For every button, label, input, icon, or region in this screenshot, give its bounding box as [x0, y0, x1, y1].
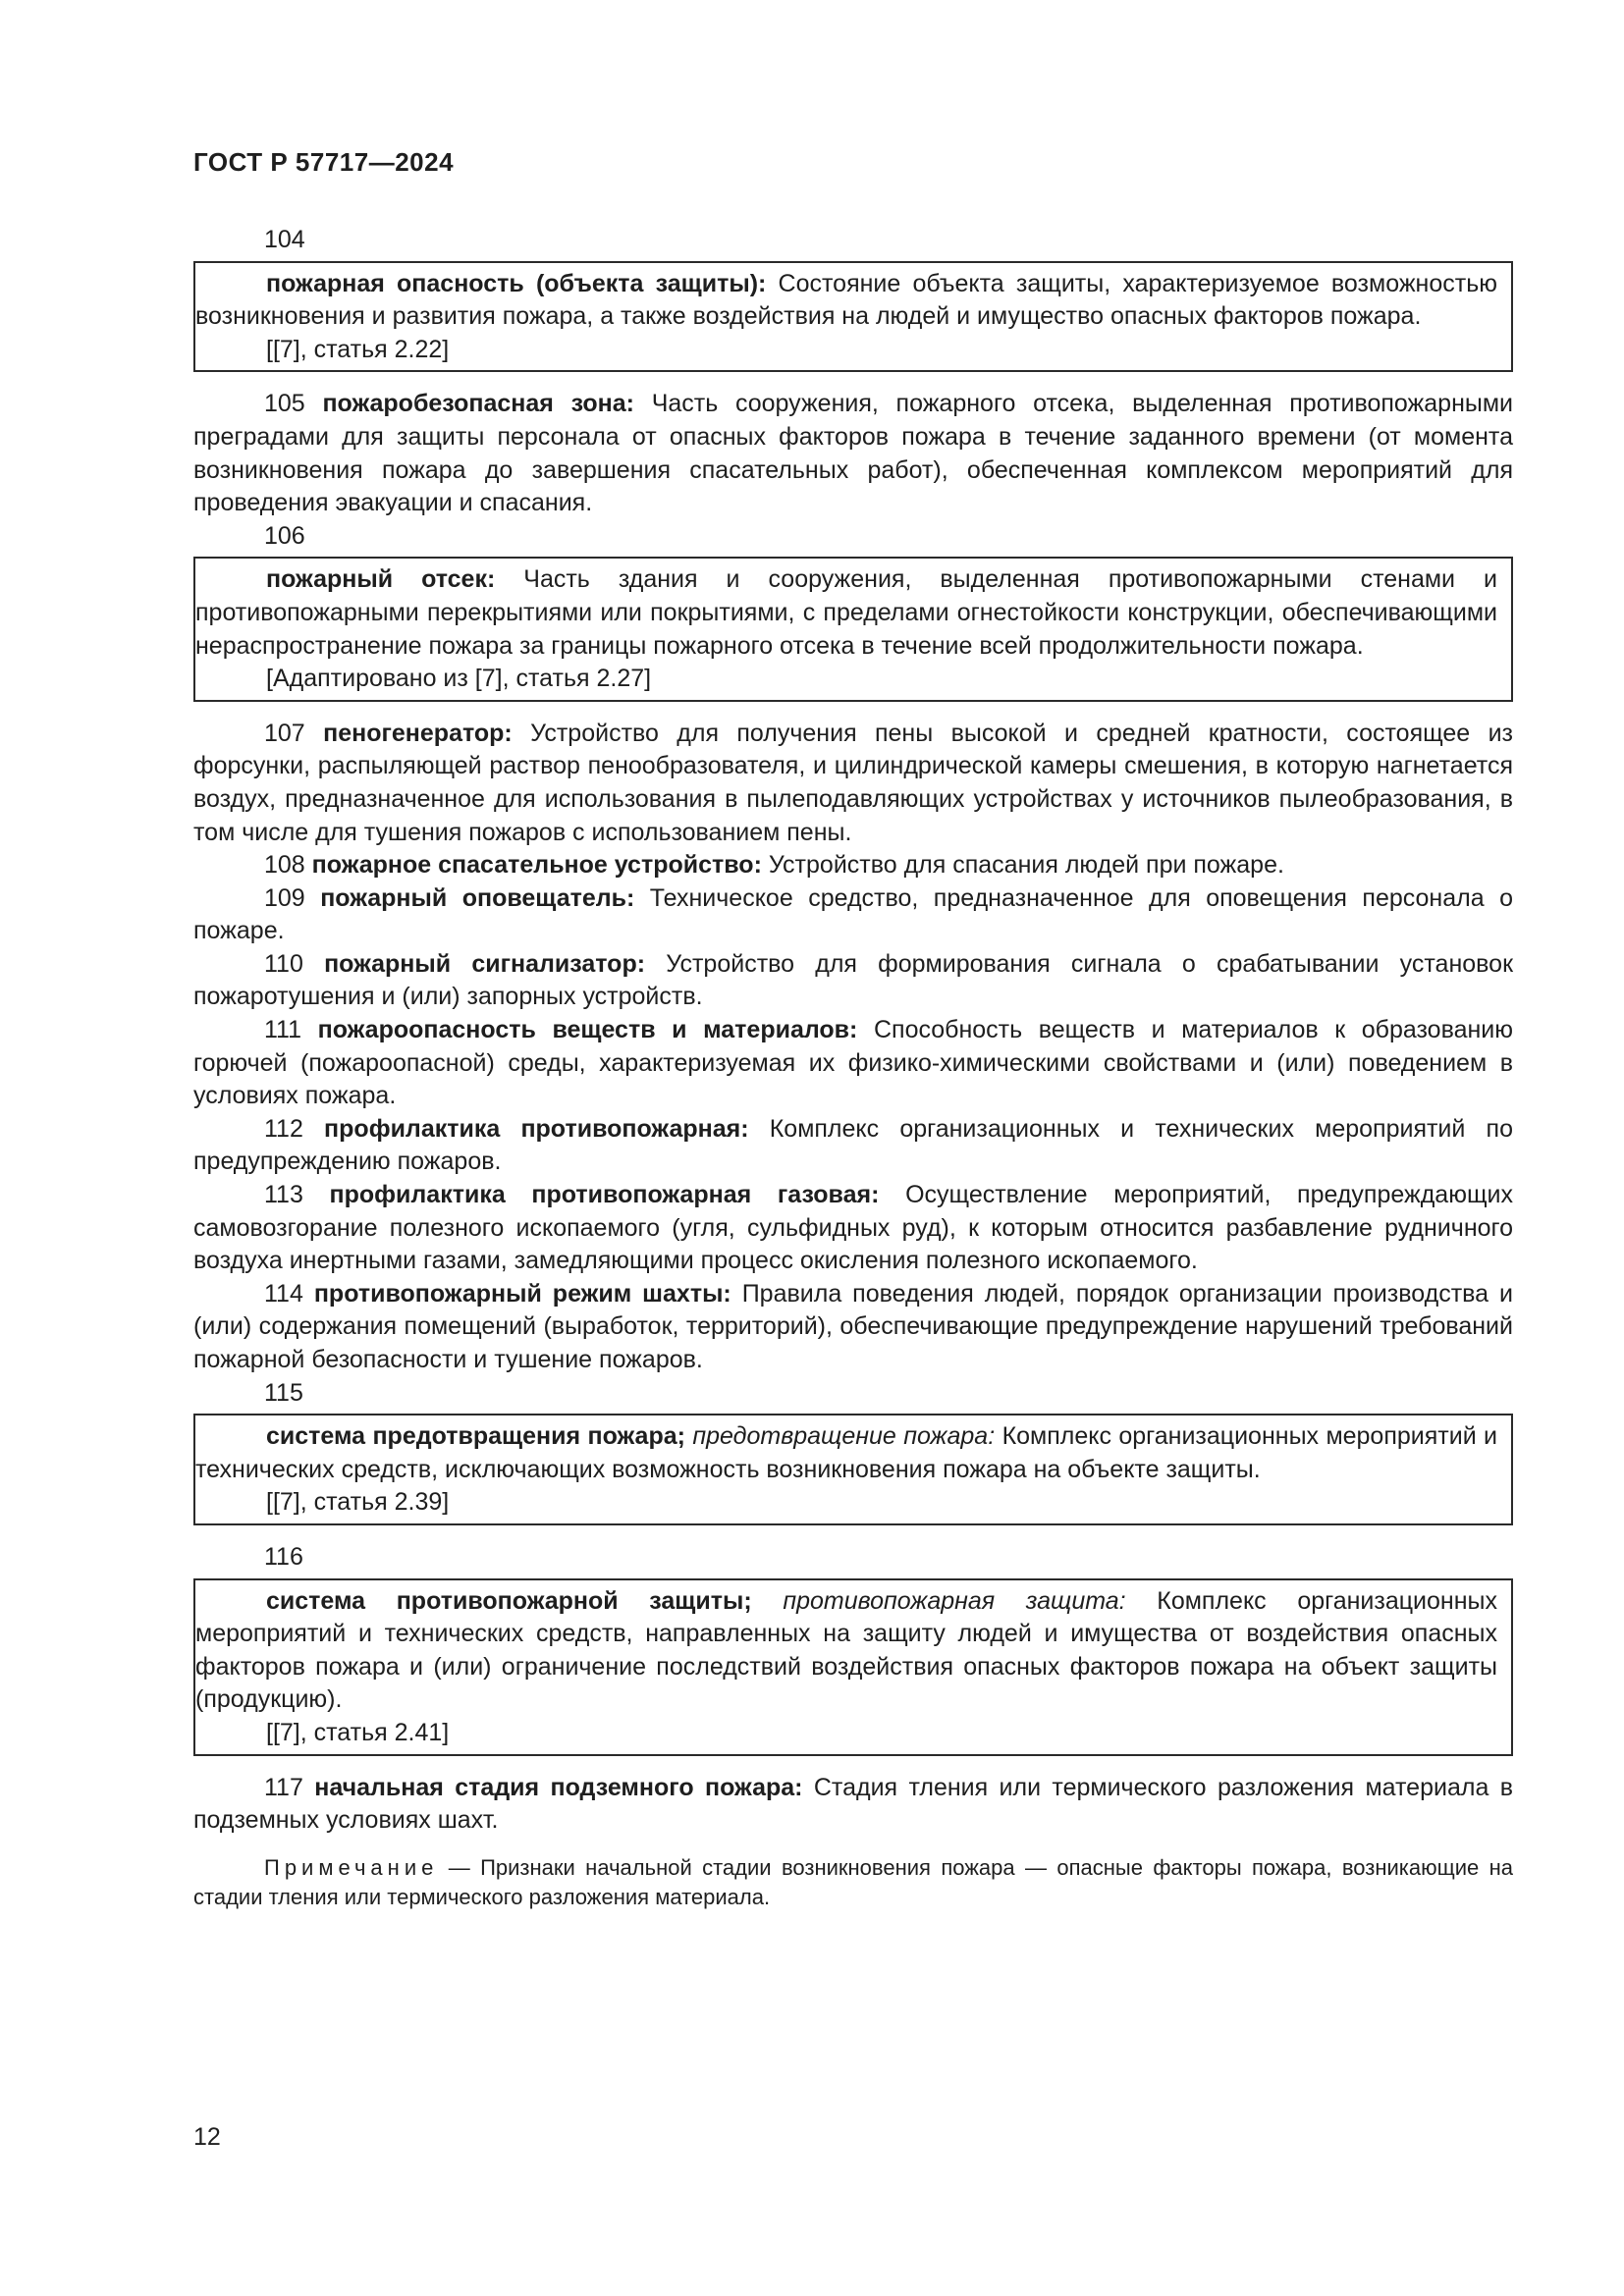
entry-115-definition: Комплекс организационных мероприятий и технических средств, исключающих возможность возникновения пожара на объекте защиты. — [195, 1422, 1498, 1483]
note-text: — Признаки начальной стадии возникновения пожара — опасные факторы пожара, возникающие на стадии тления или термического разложения материала. — [193, 1854, 1513, 1909]
entry-109 — [193, 882, 1513, 948]
entry-116-number: 116 — [264, 1542, 303, 1571]
entry-106-term: пожарный отсек: — [266, 565, 496, 594]
entry-108-number: 108 — [264, 851, 305, 880]
entry-115-text — [195, 1420, 1497, 1486]
entry-110-number: 110 — [264, 949, 303, 978]
entry-107-number: 107 — [264, 719, 305, 747]
entry-108-term: пожарное спасательное устройство: — [311, 851, 762, 880]
entry-111-term: пожароопасность веществ и материалов: — [317, 1016, 858, 1044]
entry-106-box — [193, 557, 1513, 701]
page-number: 12 — [193, 2123, 221, 2151]
entry-106-definition: Часть здания и сооружения, выделенная противопожарными стенами и противопожарными перекрытиями или покрытиями, с пределами огнестойкости конструкции, обеспечивающими нераспространение пожара за границы пожарного отсека в течение всей продолжительности пожара. — [195, 565, 1497, 660]
entry-110-definition: Устройство для формирования сигнала о срабатывании установок пожаротушения и (или) запорных устройств. — [193, 949, 1514, 1011]
entry-105-definition: Часть сооружения, пожарного отсека, выделенная противопожарными преградами для защиты персонала от опасных факторов пожара в течение заданного времени (от момента возникновения пожара до завершения спасательных работ), обеспеченная комплексом мероприятий для проведения эвакуации и спасания. — [193, 390, 1514, 517]
entry-114-term: противопожарный режим шахты: — [313, 1279, 731, 1308]
entry-113 — [193, 1179, 1513, 1278]
entry-104-definition: Состояние объекта защиты, характеризуемое возможностью возникновения и развития пожара, а также воздействия на людей и имущество опасных факторов пожара. — [195, 269, 1497, 331]
entry-110 — [193, 948, 1513, 1014]
document-header: ГОСТ Р 57717—2024 — [193, 147, 455, 177]
entry-115-number: 115 — [264, 1378, 303, 1407]
entry-109-definition: Техническое средство, предназначенное для оповещения персонала о пожаре. — [193, 883, 1513, 945]
note-label: Примечание — [264, 1854, 439, 1880]
entry-110-term: пожарный сигнализатор: — [324, 949, 646, 978]
entry-116-term: система противопожарной защиты; — [266, 1586, 752, 1615]
entry-115-box — [193, 1414, 1513, 1525]
entry-105-term: пожаробезопасная зона: — [322, 390, 634, 418]
entry-105-number: 105 — [264, 390, 305, 418]
entry-112-definition: Комплекс организационных и технических мероприятий по предупреждению пожаров. — [193, 1114, 1513, 1176]
entry-113-term: профилактика противопожарная газовая: — [329, 1181, 880, 1209]
entry-112-number: 112 — [264, 1114, 303, 1143]
entry-111-definition: Способность веществ и материалов к образованию горючей (пожароопасной) среды, характеризуемая их физико-химическими свойствами и (или) поведением в условиях пожара. — [193, 1016, 1513, 1110]
document-body — [193, 224, 1513, 1912]
entry-104-number: 104 — [264, 226, 305, 253]
entry-108-definition: Устройство для спасания людей при пожаре. — [761, 851, 1284, 880]
entry-111 — [193, 1014, 1513, 1113]
entry-115-alt-term: предотвращение пожара: — [684, 1422, 996, 1451]
entry-112 — [193, 1113, 1513, 1179]
entry-104-source: [[7], статья 2.22] — [266, 335, 450, 363]
entry-113-definition: Осуществление мероприятий, предупреждающих самовозгорание полезного ископаемого (угля, сульфидных руд), к которым относится разбавление рудничного воздуха инертными газами, замедляющими процесс окисления полезного ископаемого. — [193, 1181, 1513, 1275]
entry-116-definition: Комплекс организационных мероприятий и технических средств, направленных на защиту людей и имущества от воздействия опасных факторов пожара и (или) ограничение последствий воздействия опасных факторов пожара на объект защиты (продукцию). — [195, 1586, 1498, 1714]
entry-111-number: 111 — [264, 1016, 302, 1044]
entry-114-definition: Правила поведения людей, порядок организации производства и (или) содержания помещений (выработок, территорий), обеспечивающие предупреждение нарушений требований пожарной безопасности и тушение пожаров. — [193, 1279, 1513, 1373]
entry-107-term: пеногенератор: — [323, 719, 513, 747]
entry-107-definition: Устройство для получения пены высокой и средней кратности, состоящее из форсунки, распыляющей раствор пенообразователя, и цилиндрической камеры смешения, в которую нагнетается воздух, предназначенное для использования в пылеподавляющих устройствах у источников пылеобразования, в том числе для тушения пожаров с использованием пены. — [193, 719, 1514, 846]
entry-117-term: начальная стадия подземного пожара: — [314, 1773, 803, 1801]
entry-105 — [193, 388, 1513, 519]
entry-114 — [193, 1278, 1513, 1377]
entry-107 — [193, 718, 1513, 849]
entry-112-term: профилактика противопожарная: — [324, 1114, 749, 1143]
entry-104-box — [193, 261, 1513, 373]
entry-117 — [193, 1772, 1513, 1838]
entry-115-source: [[7], статья 2.39] — [266, 1488, 450, 1517]
entry-114-number: 114 — [264, 1279, 303, 1308]
entry-113-number: 113 — [264, 1181, 303, 1209]
entry-117-number: 117 — [264, 1773, 303, 1801]
entry-108 — [193, 849, 1513, 882]
entry-116-alt-term: противопожарная защита: — [751, 1586, 1126, 1615]
entry-106-source: [Адаптировано из [7], статья 2.27] — [266, 665, 652, 693]
entry-116-box — [193, 1578, 1513, 1756]
entry-104-term: пожарная опасность (объекта защиты): — [266, 269, 767, 297]
entry-106-text — [195, 563, 1497, 663]
entry-106-number: 106 — [264, 521, 305, 550]
entry-109-number: 109 — [264, 883, 305, 912]
entry-117-definition: Стадия тления или термического разложения материала в подземных условиях шахт. — [193, 1773, 1514, 1835]
entry-115-term: система предотвращения пожара; — [266, 1422, 685, 1451]
entry-116-source: [[7], статья 2.41] — [266, 1718, 450, 1746]
entry-109-term: пожарный оповещатель: — [320, 883, 635, 912]
entry-116-text — [195, 1585, 1497, 1717]
note — [193, 1853, 1513, 1912]
entry-104-text — [195, 268, 1497, 334]
